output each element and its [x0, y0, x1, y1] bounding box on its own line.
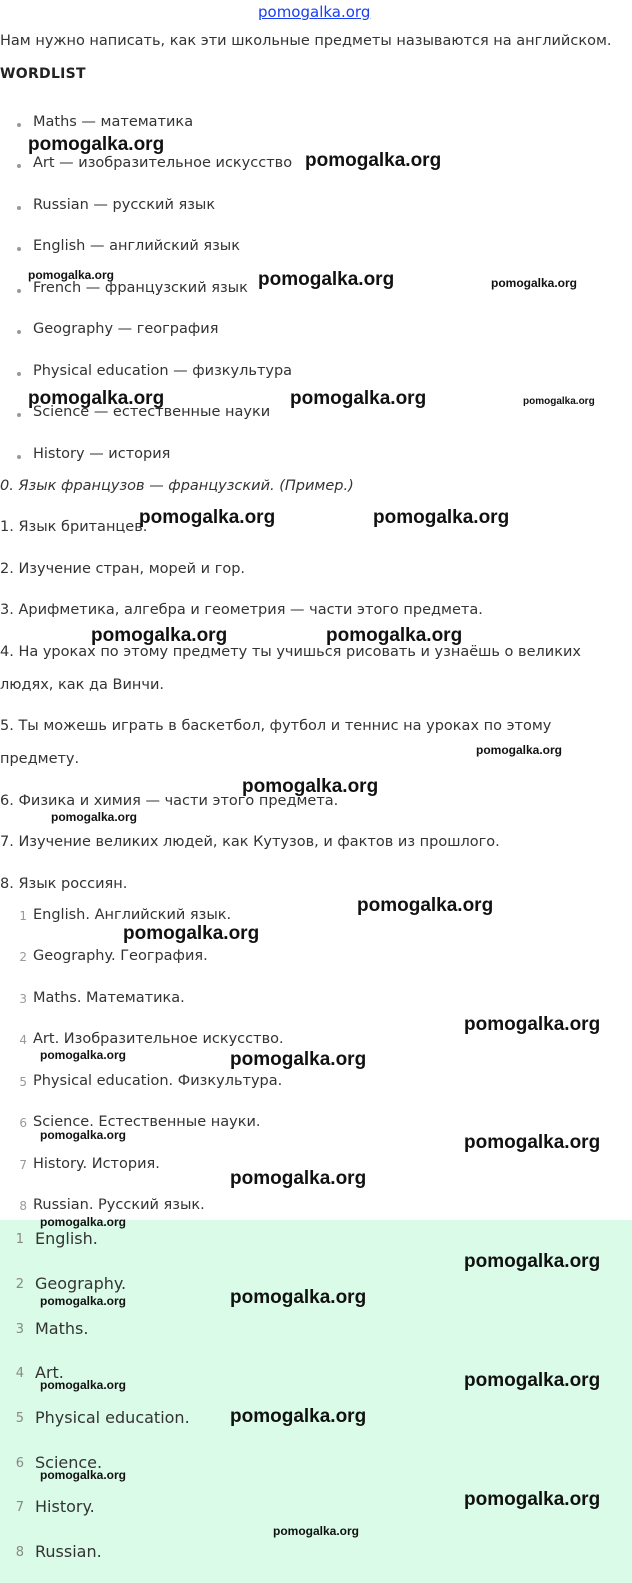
- answer-item: Geography. География.: [33, 948, 208, 964]
- watermark: pomogalka.org: [123, 923, 260, 944]
- watermark: pomogalka.org: [476, 743, 563, 757]
- watermark: pomogalka.org: [230, 1049, 367, 1070]
- watermark: pomogalka.org: [40, 1378, 127, 1392]
- wordlist-item: French — французский язык: [33, 280, 248, 296]
- answer-number: 8: [19, 1199, 27, 1213]
- answer-number: 5: [19, 1075, 27, 1089]
- wordlist-item: History — история: [33, 446, 171, 462]
- answer-number: 4: [19, 1033, 27, 1047]
- question: 7. Изучение великих людей, как Кутузов, и фактов из прошлого.: [0, 834, 500, 850]
- answer-item: English.: [35, 1229, 98, 1248]
- watermark: pomogalka.org: [326, 625, 463, 646]
- intro-text: Нам нужно написать, как эти школьные предметы называются на английском.: [0, 33, 612, 49]
- bullet-icon: [17, 413, 21, 417]
- answer-item: Geography.: [35, 1274, 127, 1293]
- answer-number: 3: [15, 1322, 24, 1337]
- bullet-icon: [17, 164, 21, 168]
- wordlist-item: Science — естественные науки: [33, 404, 271, 420]
- example-line: 0. Язык французов — французский. (Пример.): [0, 478, 354, 494]
- watermark: pomogalka.org: [230, 1287, 367, 1308]
- question: 8. Язык россиян.: [0, 876, 128, 892]
- bullet-icon: [17, 289, 21, 293]
- wordlist-item: Physical education — физкультура: [33, 363, 293, 379]
- wordlist-heading: WORDLIST: [0, 66, 86, 82]
- answer-number: 7: [19, 1158, 27, 1172]
- watermark: pomogalka.org: [28, 134, 165, 155]
- watermark: pomogalka.org: [290, 388, 427, 409]
- answer-item: Art. Изобразительное искусство.: [33, 1031, 284, 1047]
- site-link[interactable]: pomogalka.org: [258, 3, 371, 21]
- answer-item: Science. Естественные науки.: [33, 1114, 261, 1130]
- watermark: pomogalka.org: [40, 1468, 127, 1482]
- bullet-icon: [17, 330, 21, 334]
- answer-number: 8: [15, 1545, 24, 1560]
- wordlist-item: Geography — география: [33, 321, 219, 337]
- answer-number: 4: [15, 1366, 24, 1381]
- wordlist-item: Art — изобразительное искусство: [33, 155, 293, 171]
- answer-item: History. История.: [33, 1156, 160, 1172]
- watermark: pomogalka.org: [373, 507, 510, 528]
- answer-item: English. Английский язык.: [33, 907, 232, 923]
- question: 4. На уроках по этому предмету ты учишься рисовать и узнаёшь о великих: [0, 644, 581, 660]
- answer-number: 6: [19, 1116, 27, 1130]
- watermark: pomogalka.org: [230, 1406, 367, 1427]
- watermark: pomogalka.org: [40, 1048, 127, 1062]
- bullet-icon: [17, 247, 21, 251]
- wordlist-item: English — английский язык: [33, 238, 241, 254]
- watermark: pomogalka.org: [139, 507, 276, 528]
- watermark: pomogalka.org: [40, 1294, 127, 1308]
- watermark: pomogalka.org: [357, 895, 494, 916]
- watermark: pomogalka.org: [28, 388, 165, 409]
- watermark: pomogalka.org: [40, 1215, 127, 1229]
- watermark: pomogalka.org: [230, 1168, 367, 1189]
- bullet-icon: [17, 372, 21, 376]
- question: 3. Арифметика, алгебра и геометрия — части этого предмета.: [0, 602, 483, 618]
- watermark: pomogalka.org: [464, 1014, 601, 1035]
- watermark: pomogalka.org: [51, 810, 138, 824]
- answer-item: Science.: [35, 1453, 103, 1472]
- wordlist-item: Russian — русский язык: [33, 197, 216, 213]
- wordlist-item: Maths — математика: [33, 114, 194, 130]
- watermark: pomogalka.org: [464, 1251, 601, 1272]
- question: 1. Язык британцев.: [0, 519, 148, 535]
- watermark: pomogalka.org: [464, 1132, 601, 1153]
- question: 6. Физика и химия — части этого предмета.: [0, 793, 339, 809]
- question: 2. Изучение стран, морей и гор.: [0, 561, 246, 577]
- answer-item: Physical education.: [35, 1408, 190, 1427]
- answer-number: 2: [15, 1277, 24, 1292]
- answer-item: Maths.: [35, 1319, 89, 1338]
- watermark: pomogalka.org: [273, 1524, 360, 1538]
- bullet-icon: [17, 455, 21, 459]
- question: людях, как да Винчи.: [0, 677, 165, 693]
- watermark: pomogalka.org: [464, 1489, 601, 1510]
- answer-number: 7: [15, 1500, 24, 1515]
- answer-number: 1: [15, 1232, 24, 1247]
- answer-item: Maths. Математика.: [33, 990, 185, 1006]
- question: 5. Ты можешь играть в баскетбол, футбол и теннис на уроках по этому: [0, 718, 552, 734]
- answer-number: 2: [19, 950, 27, 964]
- answer-item: Russian. Русский язык.: [33, 1197, 205, 1213]
- watermark: pomogalka.org: [28, 268, 115, 282]
- answer-number: 6: [15, 1456, 24, 1471]
- watermark: pomogalka.org: [464, 1370, 601, 1391]
- bullet-icon: [17, 206, 21, 210]
- question: предмету.: [0, 751, 80, 767]
- watermark: pomogalka.org: [491, 276, 578, 290]
- watermark: pomogalka.org: [91, 625, 228, 646]
- watermark: pomogalka.org: [258, 269, 395, 290]
- answer-number: 5: [15, 1411, 24, 1426]
- watermark: pomogalka.org: [242, 776, 379, 797]
- answer-number: 1: [19, 909, 27, 923]
- answer-item: Physical education. Физкультура.: [33, 1073, 283, 1089]
- answer-item: Art.: [35, 1363, 64, 1382]
- watermark: pomogalka.org: [305, 150, 442, 171]
- answer-item: History.: [35, 1497, 95, 1516]
- answer-number: 3: [19, 992, 27, 1006]
- watermark: pomogalka.org: [523, 396, 595, 407]
- bullet-icon: [17, 123, 21, 127]
- watermark: pomogalka.org: [40, 1128, 127, 1142]
- answer-item: Russian.: [35, 1542, 102, 1561]
